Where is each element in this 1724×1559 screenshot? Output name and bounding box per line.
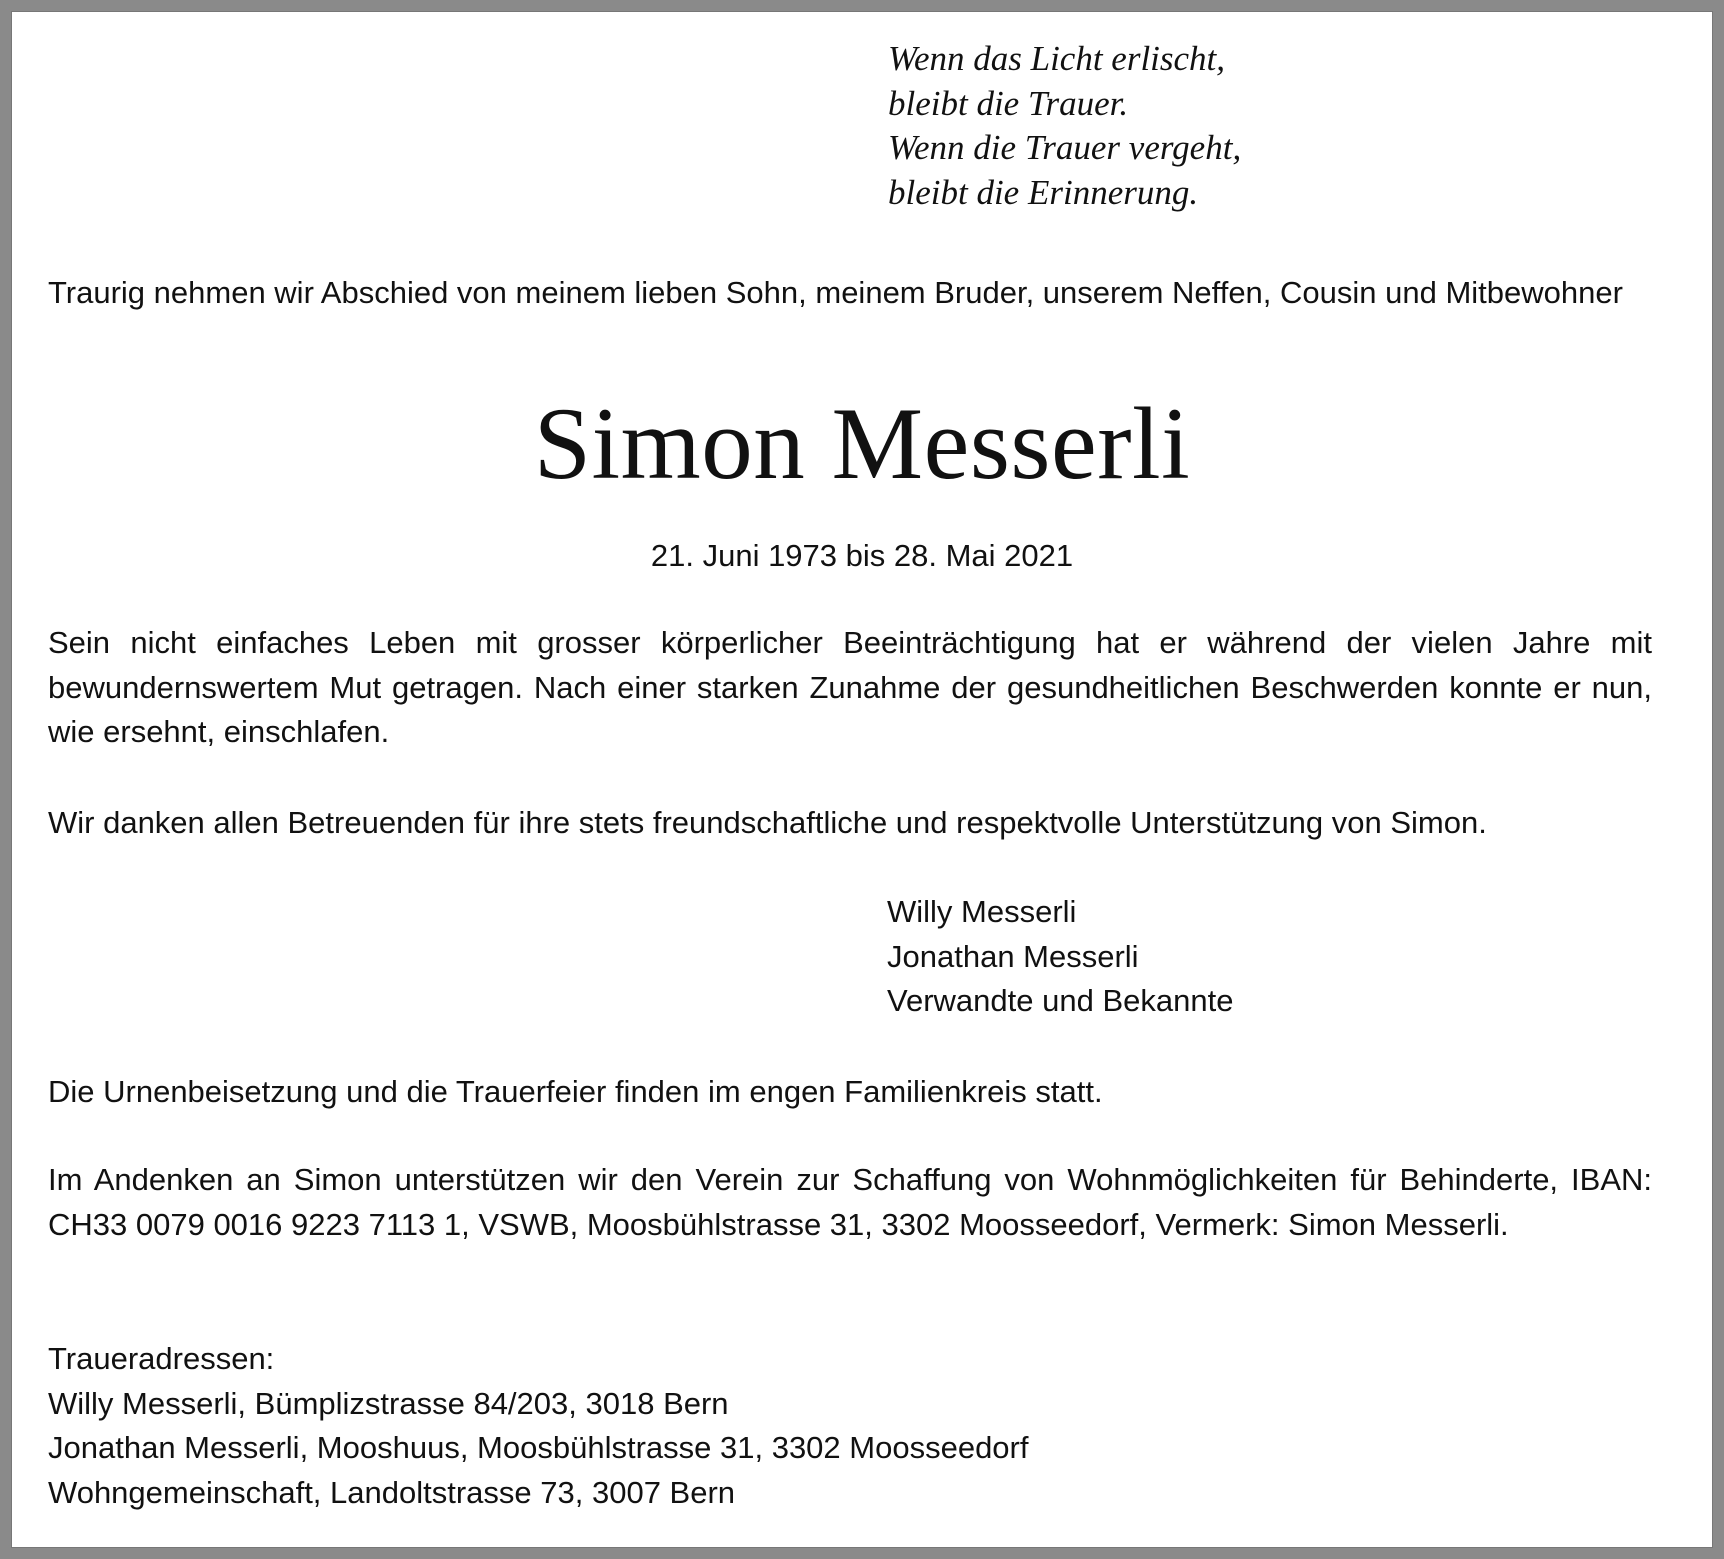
poem-line: bleibt die Erinnerung. <box>888 172 1199 212</box>
life-paragraph: Sein nicht einfaches Leben mit grosser körperlicher Beeinträchtigung hat er während der vielen Jahre mit bewundernswertem Mut getragen. Nach einer starken Zunahme der gesundheitlichen Beschwerden konnte er nun, wie ersehnt, einschlafen. <box>48 625 1652 749</box>
donation-paragraph: Im Andenken an Simon unterstützen wir den Verein zur Schaffung von Wohnmöglichkeiten für Behinderte, IBAN: CH33 0079 0016 9223 7113 1, VSWB, Moosbühlstrasse 31, 3302 Moosseedorf, Vermerk: Simon Messerli. <box>48 1162 1652 1242</box>
poem-line: Wenn das Licht erlischt, <box>888 39 1226 78</box>
poem <box>888 37 1241 215</box>
addresses-heading: Traueradressen: <box>48 1341 275 1376</box>
mourning-addresses <box>48 1337 1028 1515</box>
address-line: Willy Messerli, Bümplizstrasse 84/203, 3018 Bern <box>48 1385 729 1421</box>
signer: Willy Messerli <box>887 894 1077 929</box>
ceremony-paragraph: Die Urnenbeisetzung und die Trauerfeier finden im engen Familienkreis statt. <box>48 1074 1103 1109</box>
poem-line: bleibt die Trauer. <box>888 83 1129 123</box>
obituary-page <box>12 12 1712 1547</box>
signers-list <box>887 890 1233 1024</box>
deceased-name: Simon Messerli <box>533 387 1191 501</box>
life-dates: 21. Juni 1973 bis 28. Mai 2021 <box>650 538 1074 573</box>
address-line: Wohngemeinschaft, Landoltstrasse 73, 3007 Bern <box>48 1474 736 1510</box>
signer: Verwandte und Bekannte <box>887 983 1234 1018</box>
address-line: Jonathan Messerli, Mooshuus, Moosbühlstrasse 31, 3302 Moosseedorf <box>48 1430 1029 1465</box>
intro-text: Traurig nehmen wir Abschied von meinem lieben Sohn, meinem Bruder, unserem Neffen, Cousin und Mitbewohner <box>48 275 1623 310</box>
poem-line: Wenn die Trauer vergeht, <box>888 128 1242 167</box>
signer: Jonathan Messerli <box>887 938 1139 974</box>
thanks-paragraph: Wir danken allen Betreuenden für ihre stets freundschaftliche und respektvolle Unterstützung von Simon. <box>48 805 1487 840</box>
